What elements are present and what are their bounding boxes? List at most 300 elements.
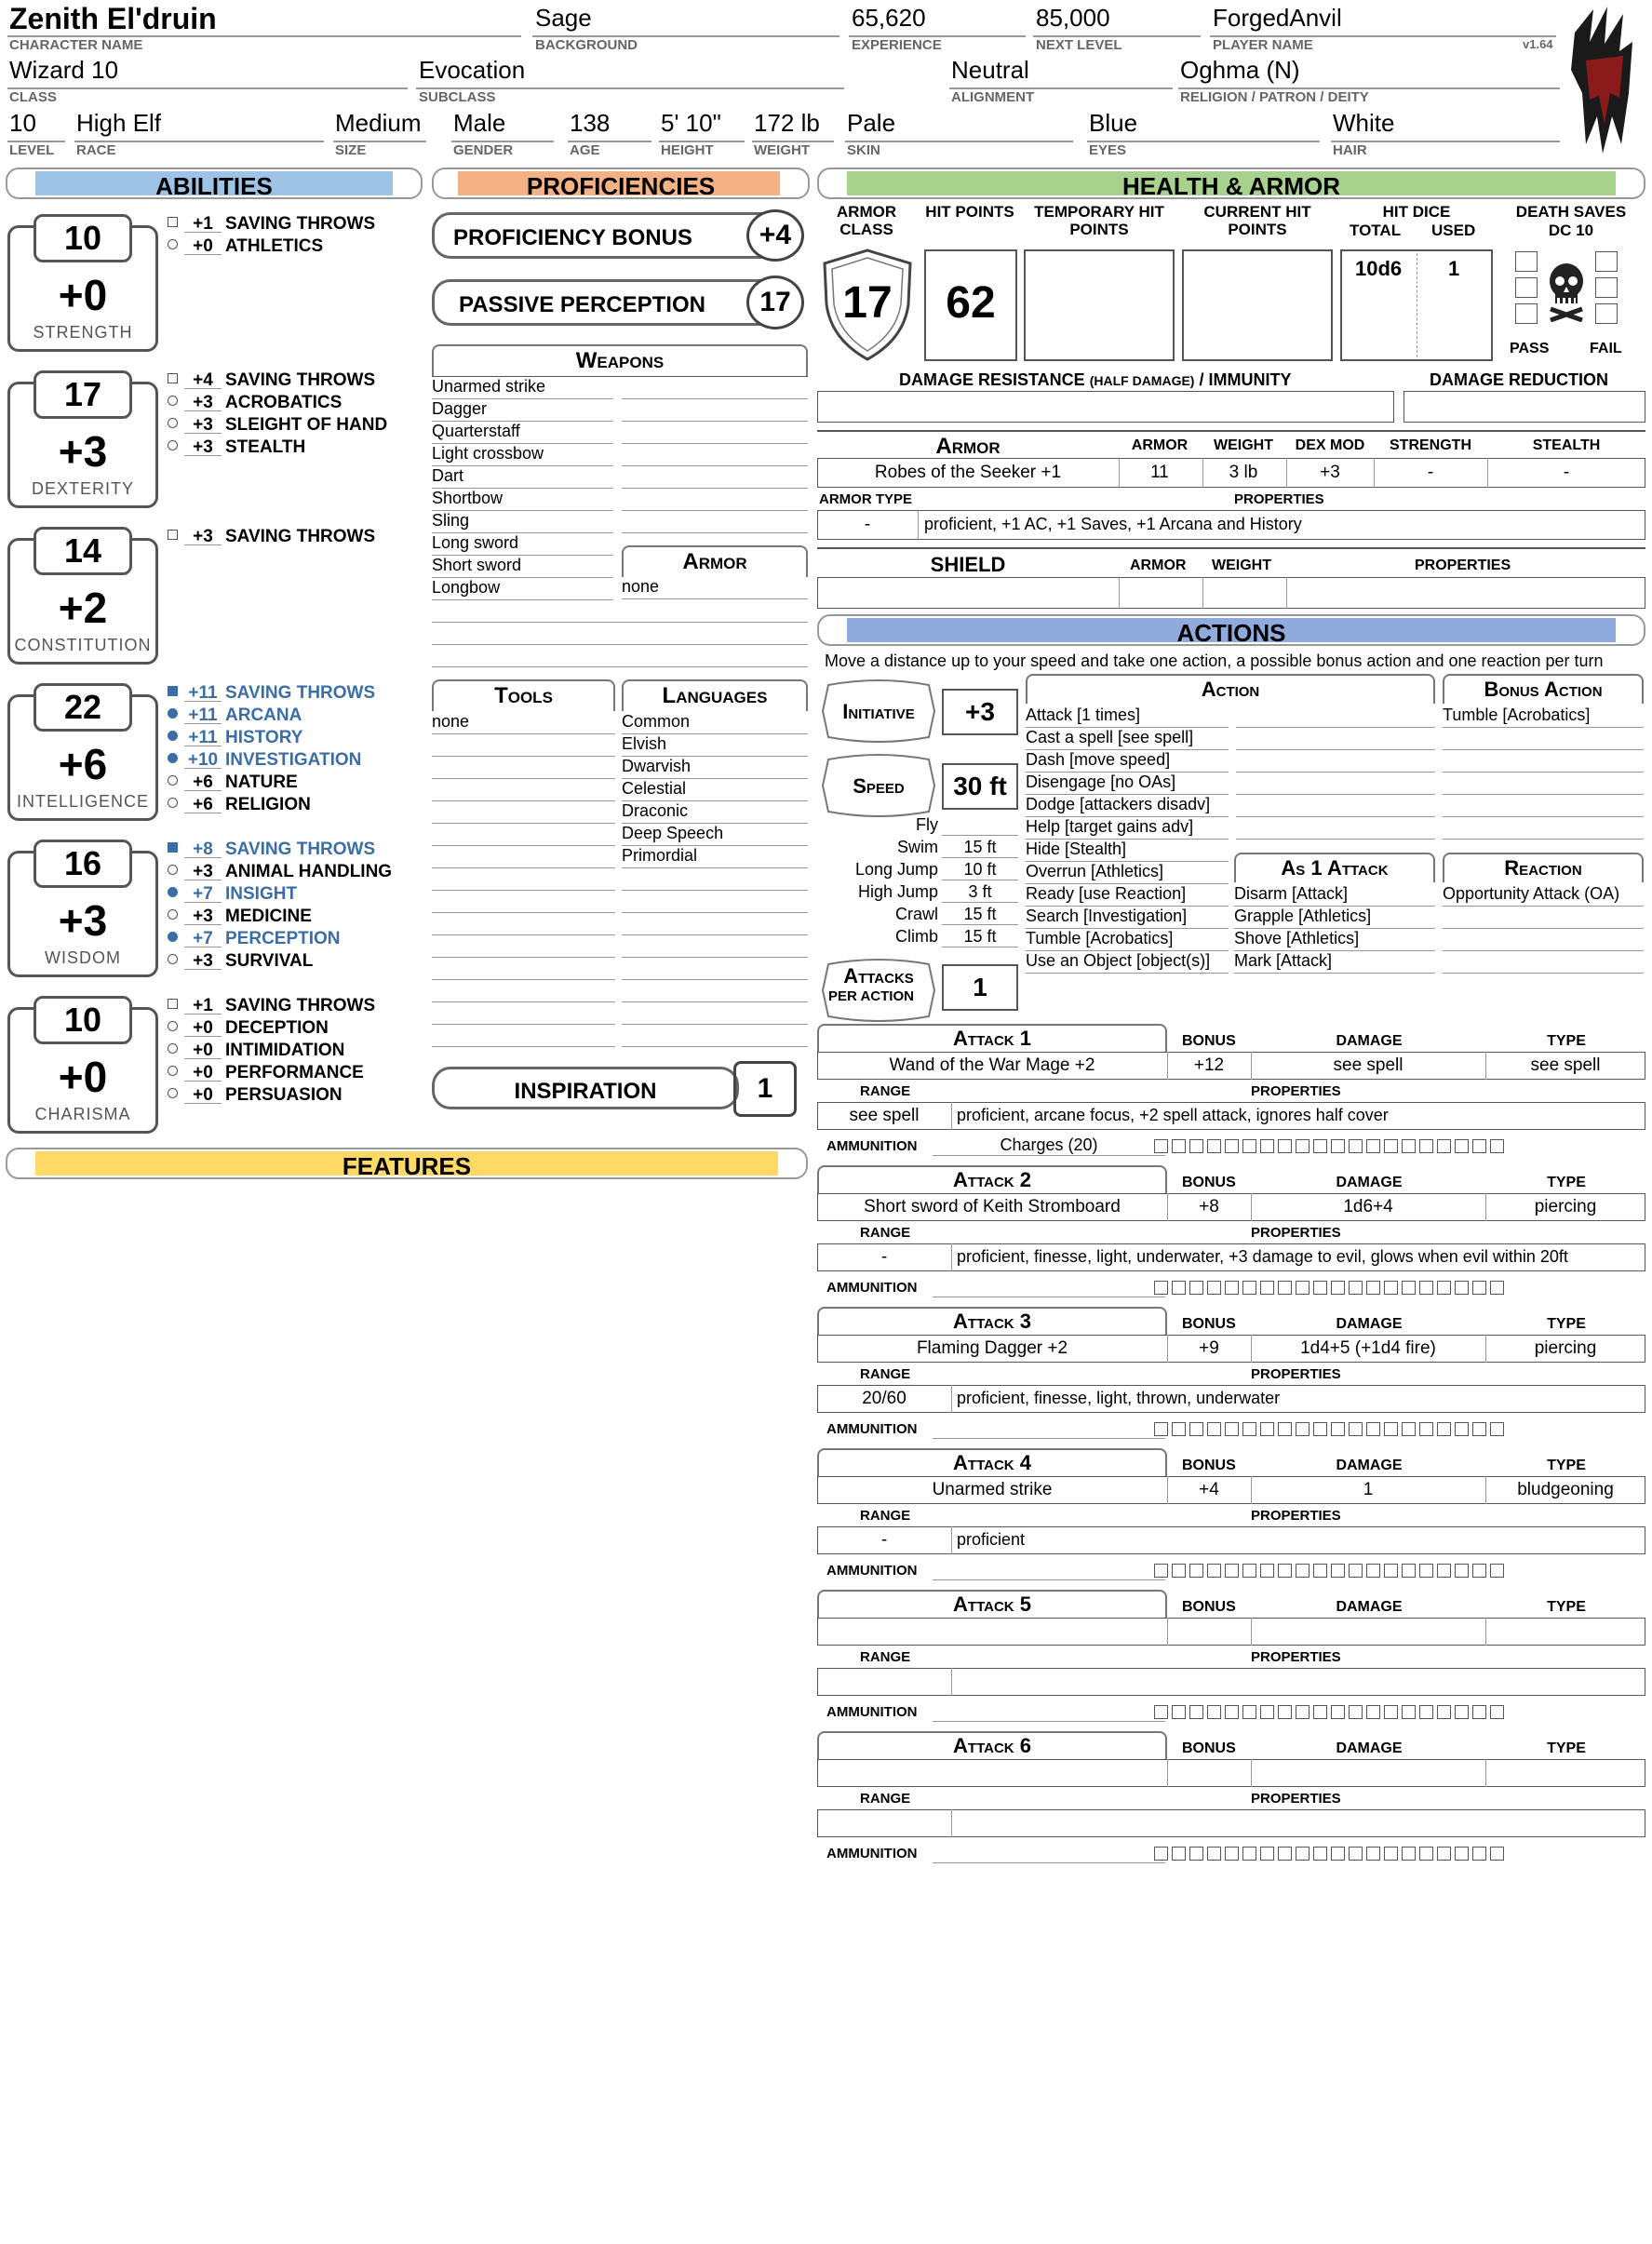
ammo-checkbox[interactable] (1472, 1281, 1486, 1295)
damage-resistance-field[interactable] (817, 391, 1394, 423)
ammo-checkbox[interactable] (1331, 1705, 1345, 1719)
language-item[interactable]: Deep Speech (622, 824, 808, 846)
skill-row[interactable] (168, 1085, 428, 1104)
ammo-checkbox[interactable] (1296, 1705, 1310, 1719)
player-name-value[interactable]: ForgedAnvil (1213, 4, 1342, 32)
ability-score[interactable]: 10 (34, 996, 132, 1044)
tool-item[interactable] (432, 935, 615, 958)
attack-name[interactable]: Flaming Dagger +2 (916, 1338, 1068, 1358)
proficiency-square-icon[interactable] (168, 842, 178, 853)
reaction-item[interactable] (1443, 951, 1644, 974)
ammo-checkbox[interactable] (1154, 1847, 1168, 1861)
ammo-checkbox[interactable] (1402, 1705, 1416, 1719)
action-item[interactable]: Dash [move speed] (1026, 750, 1229, 773)
death-save-fail-1[interactable] (1595, 251, 1618, 272)
blank-line[interactable] (432, 645, 808, 667)
death-save-pass-1[interactable] (1515, 251, 1538, 272)
language-item[interactable] (622, 935, 808, 958)
proficiency-circle-icon[interactable] (168, 887, 178, 897)
ammo-checkbox[interactable] (1189, 1139, 1203, 1153)
class-value[interactable]: Wizard 10 (9, 56, 119, 84)
weapon-item[interactable]: Sling (432, 511, 613, 533)
tool-item[interactable] (432, 801, 615, 824)
ammo-checkbox[interactable] (1278, 1422, 1292, 1436)
ammunition-value[interactable] (933, 1701, 1165, 1722)
skill-row[interactable] (168, 683, 428, 702)
skill-row[interactable] (168, 1018, 428, 1037)
action-item[interactable]: Cast a spell [see spell] (1026, 728, 1229, 750)
bonus-action-item[interactable] (1443, 795, 1644, 817)
inspiration-value[interactable]: 1 (733, 1061, 797, 1117)
skill-row[interactable] (168, 929, 428, 947)
tool-item[interactable] (432, 958, 615, 980)
ammo-checkbox[interactable] (1260, 1139, 1274, 1153)
action-item[interactable]: Dodge [attackers disadv] (1026, 795, 1229, 817)
language-item[interactable]: Celestial (622, 779, 808, 801)
blank-line[interactable] (432, 623, 808, 645)
tool-item[interactable] (432, 846, 615, 868)
ammo-checkbox[interactable] (1331, 1564, 1345, 1578)
skill-row[interactable] (168, 393, 428, 411)
skill-row[interactable] (168, 705, 428, 724)
ammo-checkbox[interactable] (1384, 1422, 1398, 1436)
character-name-value[interactable]: Zenith El'druin (9, 2, 217, 35)
action-item[interactable] (1236, 705, 1435, 728)
ammo-checkbox[interactable] (1242, 1281, 1256, 1295)
language-item[interactable] (622, 1025, 808, 1047)
armor-col-value[interactable]: - (1427, 463, 1434, 482)
ammo-checkbox[interactable] (1242, 1847, 1256, 1861)
ammo-checkbox[interactable] (1349, 1422, 1363, 1436)
tool-item[interactable] (432, 734, 615, 757)
ammo-checkbox[interactable] (1490, 1564, 1504, 1578)
action-item[interactable]: Hide [Stealth] (1026, 840, 1229, 862)
ammo-checkbox[interactable] (1349, 1564, 1363, 1578)
passive-perception-value[interactable]: 17 (746, 275, 804, 329)
skill-row[interactable] (168, 370, 428, 389)
proficiency-circle-icon[interactable] (168, 909, 178, 920)
attack-damage[interactable]: 1 (1363, 1480, 1374, 1499)
current-hp-box[interactable] (1182, 249, 1333, 361)
ability-score[interactable]: 14 (34, 527, 132, 575)
weapon-item[interactable]: Longbow (432, 578, 613, 600)
language-item[interactable]: Primordial (622, 846, 808, 868)
ammo-checkbox[interactable] (1384, 1705, 1398, 1719)
ammo-checkbox[interactable] (1437, 1705, 1451, 1719)
alignment-value[interactable]: Neutral (951, 56, 1029, 84)
skill-row[interactable] (168, 1063, 428, 1082)
attack-bonus[interactable]: +8 (1199, 1197, 1219, 1216)
armor-class-value[interactable]: 17 (842, 278, 893, 328)
ammo-checkbox[interactable] (1154, 1281, 1168, 1295)
ammo-checkbox[interactable] (1402, 1139, 1416, 1153)
action-item[interactable]: Attack [1 times] (1026, 705, 1229, 728)
ammo-checkbox[interactable] (1154, 1139, 1168, 1153)
temp-hp-box[interactable] (1024, 249, 1175, 361)
bonus-action-item[interactable] (1443, 773, 1644, 795)
initiative-value[interactable]: +3 (942, 689, 1018, 735)
ammo-checkbox[interactable] (1172, 1705, 1186, 1719)
ammunition-value[interactable] (933, 1418, 1165, 1439)
ammo-checkbox[interactable] (1189, 1705, 1203, 1719)
weapon-item[interactable]: Light crossbow (432, 444, 613, 466)
proficiency-circle-icon[interactable] (168, 954, 178, 964)
ammo-checkbox[interactable] (1313, 1281, 1327, 1295)
proficiency-circle-icon[interactable] (168, 865, 178, 875)
proficiency-circle-icon[interactable] (168, 1021, 178, 1031)
attack-range[interactable]: 20/60 (862, 1389, 907, 1408)
ammo-checkbox[interactable] (1349, 1705, 1363, 1719)
proficiency-circle-icon[interactable] (168, 1066, 178, 1076)
armor-type-value[interactable]: - (864, 515, 871, 534)
ammo-checkbox[interactable] (1366, 1281, 1380, 1295)
movement-value[interactable]: 15 ft (942, 838, 1018, 858)
armor-item[interactable]: none (622, 577, 808, 599)
ammo-checkbox[interactable] (1455, 1705, 1469, 1719)
armor-col-value[interactable]: 3 lb (1229, 463, 1258, 482)
tool-item[interactable] (432, 779, 615, 801)
ammo-checkbox[interactable] (1402, 1847, 1416, 1861)
proficiency-circle-icon[interactable] (168, 731, 178, 741)
ammo-checkbox[interactable] (1437, 1139, 1451, 1153)
ammo-checkbox[interactable] (1419, 1422, 1433, 1436)
ammo-checkbox[interactable] (1189, 1564, 1203, 1578)
death-save-fail-2[interactable] (1595, 277, 1618, 298)
ammo-checkbox[interactable] (1225, 1564, 1239, 1578)
weapon-item[interactable] (622, 422, 808, 444)
tool-item[interactable] (432, 757, 615, 779)
ammo-checkbox[interactable] (1472, 1847, 1486, 1861)
reaction-item[interactable]: Opportunity Attack (OA) (1443, 884, 1644, 907)
proficiency-circle-icon[interactable] (168, 753, 178, 763)
ammo-checkbox[interactable] (1225, 1139, 1239, 1153)
attack-range[interactable]: see spell (849, 1106, 920, 1125)
height-value[interactable]: 5' 10" (661, 109, 721, 137)
ammo-checkbox[interactable] (1331, 1422, 1345, 1436)
skill-row[interactable] (168, 214, 428, 233)
skill-row[interactable] (168, 795, 428, 813)
weapon-item[interactable]: Dagger (432, 399, 613, 422)
ammo-checkbox[interactable] (1172, 1139, 1186, 1153)
ammo-checkbox[interactable] (1296, 1847, 1310, 1861)
ammo-checkbox[interactable] (1225, 1422, 1239, 1436)
ammo-checkbox[interactable] (1296, 1281, 1310, 1295)
ammo-checkbox[interactable] (1313, 1422, 1327, 1436)
skill-row[interactable] (168, 1041, 428, 1059)
weapon-item[interactable]: Long sword (432, 533, 613, 556)
ammo-checkbox[interactable] (1154, 1705, 1168, 1719)
language-item[interactable] (622, 980, 808, 1002)
experience-value[interactable]: 65,620 (852, 4, 926, 32)
ammo-checkbox[interactable] (1207, 1281, 1221, 1295)
skill-row[interactable] (168, 951, 428, 970)
skill-row[interactable] (168, 236, 428, 255)
skill-row[interactable] (168, 527, 428, 545)
ammo-checkbox[interactable] (1260, 1847, 1274, 1861)
ammo-checkbox[interactable] (1260, 1705, 1274, 1719)
ammo-checkbox[interactable] (1384, 1281, 1398, 1295)
ammo-checkbox[interactable] (1490, 1705, 1504, 1719)
attack-bonus[interactable]: +12 (1193, 1055, 1225, 1075)
ammo-checkbox[interactable] (1472, 1564, 1486, 1578)
level-value[interactable]: 10 (9, 109, 36, 137)
movement-value[interactable]: 15 ft (942, 927, 1018, 947)
ammo-checkbox[interactable] (1313, 1564, 1327, 1578)
ammo-checkbox[interactable] (1366, 1847, 1380, 1861)
as-one-attack-item[interactable]: Shove [Athletics] (1234, 929, 1435, 951)
weapon-item[interactable] (622, 511, 808, 533)
attack-bonus[interactable]: +4 (1199, 1480, 1219, 1499)
skill-row[interactable] (168, 728, 428, 746)
weapon-item[interactable] (622, 399, 808, 422)
ammo-checkbox[interactable] (1207, 1705, 1221, 1719)
ammo-checkbox[interactable] (1437, 1281, 1451, 1295)
ammo-checkbox[interactable] (1472, 1422, 1486, 1436)
movement-value[interactable] (942, 815, 1018, 836)
race-value[interactable]: High Elf (76, 109, 162, 137)
reaction-item[interactable] (1443, 907, 1644, 929)
ammo-checkbox[interactable] (1419, 1281, 1433, 1295)
damage-reduction-field[interactable] (1404, 391, 1645, 423)
attack-properties[interactable]: proficient, arcane focus, +2 spell attack, ignores half cover (957, 1106, 1389, 1124)
ammo-checkbox[interactable] (1490, 1139, 1504, 1153)
action-item[interactable] (1236, 795, 1435, 817)
ammo-checkbox[interactable] (1154, 1422, 1168, 1436)
ammo-checkbox[interactable] (1455, 1564, 1469, 1578)
language-item[interactable]: Common (622, 712, 808, 734)
proficiency-circle-icon[interactable] (168, 1088, 178, 1098)
tool-item[interactable] (432, 913, 615, 935)
proficiency-circle-icon[interactable] (168, 708, 178, 719)
tool-item[interactable] (432, 1025, 615, 1047)
ammo-checkbox[interactable] (1331, 1847, 1345, 1861)
death-save-pass-2[interactable] (1515, 277, 1538, 298)
skill-row[interactable] (168, 437, 428, 456)
proficiency-circle-icon[interactable] (168, 932, 178, 942)
ammo-checkbox[interactable] (1260, 1281, 1274, 1295)
weapon-item[interactable]: Short sword (432, 556, 613, 578)
ability-score[interactable]: 10 (34, 214, 132, 262)
as-one-attack-item[interactable]: Disarm [Attack] (1234, 884, 1435, 907)
ammo-checkbox[interactable] (1172, 1564, 1186, 1578)
ammo-checkbox[interactable] (1225, 1705, 1239, 1719)
skill-row[interactable] (168, 750, 428, 769)
ammo-checkbox[interactable] (1402, 1422, 1416, 1436)
hit-points-value[interactable]: 62 (946, 278, 996, 328)
ammo-checkbox[interactable] (1437, 1847, 1451, 1861)
ability-score[interactable]: 16 (34, 840, 132, 888)
movement-value[interactable]: 3 ft (942, 882, 1018, 903)
ammo-checkbox[interactable] (1296, 1139, 1310, 1153)
ammo-checkbox[interactable] (1349, 1281, 1363, 1295)
ammo-checkbox[interactable] (1242, 1705, 1256, 1719)
ammo-checkbox[interactable] (1437, 1422, 1451, 1436)
ammo-checkbox[interactable] (1242, 1564, 1256, 1578)
attack-properties[interactable]: proficient, finesse, light, thrown, underwater (957, 1389, 1281, 1407)
proficiency-circle-icon[interactable] (168, 239, 178, 249)
armor-properties-value[interactable]: proficient, +1 AC, +1 Saves, +1 Arcana and History (924, 515, 1302, 533)
skill-row[interactable] (168, 840, 428, 858)
blank-line[interactable] (432, 600, 808, 623)
action-item[interactable]: Search [Investigation] (1026, 907, 1229, 929)
ammo-checkbox[interactable] (1366, 1705, 1380, 1719)
tool-item[interactable] (432, 1002, 615, 1025)
ammo-checkbox[interactable] (1331, 1139, 1345, 1153)
proficiency-circle-icon[interactable] (168, 418, 178, 428)
ammo-checkbox[interactable] (1207, 1847, 1221, 1861)
weapon-item[interactable] (622, 377, 808, 399)
ammo-checkbox[interactable] (1402, 1564, 1416, 1578)
proficiency-square-icon[interactable] (168, 999, 178, 1009)
ammo-checkbox[interactable] (1366, 1139, 1380, 1153)
weapon-item[interactable]: Dart (432, 466, 613, 489)
ammo-checkbox[interactable] (1207, 1564, 1221, 1578)
ammo-checkbox[interactable] (1242, 1139, 1256, 1153)
ammo-checkbox[interactable] (1278, 1847, 1292, 1861)
ammo-checkbox[interactable] (1455, 1422, 1469, 1436)
ammo-checkbox[interactable] (1313, 1705, 1327, 1719)
ammo-checkbox[interactable] (1260, 1564, 1274, 1578)
attack-name[interactable]: Short sword of Keith Stromboard (864, 1197, 1121, 1216)
tool-item[interactable]: none (432, 712, 615, 734)
attack-name[interactable]: Wand of the War Mage +2 (889, 1055, 1095, 1075)
eyes-value[interactable]: Blue (1089, 109, 1138, 137)
ammo-checkbox[interactable] (1349, 1139, 1363, 1153)
proficiency-circle-icon[interactable] (168, 440, 178, 450)
attack-damage[interactable]: 1d6+4 (1343, 1197, 1393, 1216)
ammo-checkbox[interactable] (1472, 1139, 1486, 1153)
attacks-per-action-value[interactable]: 1 (942, 964, 1018, 1011)
skill-row[interactable] (168, 415, 428, 434)
hit-dice-used-value[interactable]: 1 (1448, 257, 1460, 280)
action-item[interactable]: Ready [use Reaction] (1026, 884, 1229, 907)
ammo-checkbox[interactable] (1366, 1564, 1380, 1578)
reaction-item[interactable] (1443, 929, 1644, 951)
as-one-attack-item[interactable]: Mark [Attack] (1234, 951, 1435, 974)
skill-row[interactable] (168, 862, 428, 880)
armor-col-value[interactable]: 11 (1150, 463, 1169, 482)
attack-properties[interactable]: proficient, finesse, light, underwater, +3 damage to evil, glows when evil within 20ft (957, 1247, 1568, 1266)
language-item[interactable]: Dwarvish (622, 757, 808, 779)
ammo-checkbox[interactable] (1419, 1847, 1433, 1861)
ability-score[interactable]: 17 (34, 370, 132, 419)
weapon-item[interactable] (622, 466, 808, 489)
movement-value[interactable]: 10 ft (942, 860, 1018, 880)
bonus-action-item[interactable] (1443, 750, 1644, 773)
ammo-checkbox[interactable] (1189, 1281, 1203, 1295)
proficiency-bonus-value[interactable]: +4 (746, 209, 804, 262)
ammo-checkbox[interactable] (1313, 1139, 1327, 1153)
ammo-checkbox[interactable] (1189, 1422, 1203, 1436)
ammo-checkbox[interactable] (1331, 1281, 1345, 1295)
ammo-checkbox[interactable] (1366, 1422, 1380, 1436)
skill-row[interactable] (168, 773, 428, 791)
language-item[interactable]: Draconic (622, 801, 808, 824)
ammunition-value[interactable] (933, 1560, 1165, 1580)
size-value[interactable]: Medium (335, 109, 422, 137)
action-item[interactable]: Overrun [Athletics] (1026, 862, 1229, 884)
background-value[interactable]: Sage (535, 4, 592, 32)
ammo-checkbox[interactable] (1278, 1564, 1292, 1578)
language-item[interactable] (622, 958, 808, 980)
attack-damage[interactable]: 1d4+5 (+1d4 fire) (1300, 1338, 1436, 1358)
ammo-checkbox[interactable] (1472, 1705, 1486, 1719)
attack-damage[interactable]: see spell (1333, 1055, 1404, 1075)
ammo-checkbox[interactable] (1207, 1139, 1221, 1153)
ammo-checkbox[interactable] (1384, 1564, 1398, 1578)
action-item[interactable]: Use an Object [object(s)] (1026, 951, 1229, 974)
death-save-pass-3[interactable] (1515, 303, 1538, 324)
ammunition-value[interactable] (933, 1277, 1165, 1297)
as-one-attack-item[interactable]: Grapple [Athletics] (1234, 907, 1435, 929)
skill-row[interactable] (168, 907, 428, 925)
proficiency-circle-icon[interactable] (168, 396, 178, 406)
weapon-item[interactable] (622, 444, 808, 466)
hair-value[interactable]: White (1333, 109, 1395, 137)
ammo-checkbox[interactable] (1296, 1564, 1310, 1578)
attack-type[interactable]: see spell (1530, 1055, 1601, 1075)
ammo-checkbox[interactable] (1490, 1847, 1504, 1861)
ammo-checkbox[interactable] (1384, 1139, 1398, 1153)
ammo-checkbox[interactable] (1278, 1139, 1292, 1153)
ammunition-value[interactable] (933, 1843, 1165, 1863)
attack-range[interactable]: - (880, 1247, 888, 1267)
attack-bonus[interactable]: +9 (1199, 1338, 1219, 1358)
language-item[interactable] (622, 1002, 808, 1025)
ammo-checkbox[interactable] (1172, 1281, 1186, 1295)
action-item[interactable]: Disengage [no OAs] (1026, 773, 1229, 795)
ammo-checkbox[interactable] (1225, 1281, 1239, 1295)
bonus-action-item[interactable] (1443, 728, 1644, 750)
proficiency-circle-icon[interactable] (168, 775, 178, 786)
attack-type[interactable]: bludgeoning (1517, 1480, 1614, 1499)
ammo-checkbox[interactable] (1384, 1847, 1398, 1861)
gender-value[interactable]: Male (453, 109, 506, 137)
language-item[interactable] (622, 913, 808, 935)
ammo-checkbox[interactable] (1419, 1139, 1433, 1153)
ammo-checkbox[interactable] (1296, 1422, 1310, 1436)
action-item[interactable] (1236, 817, 1435, 840)
ammo-checkbox[interactable] (1455, 1847, 1469, 1861)
subclass-value[interactable]: Evocation (419, 56, 526, 84)
armor-name[interactable]: Robes of the Seeker +1 (874, 463, 1062, 482)
ammo-checkbox[interactable] (1260, 1422, 1274, 1436)
action-item[interactable] (1236, 728, 1435, 750)
ammo-checkbox[interactable] (1419, 1564, 1433, 1578)
proficiency-square-icon[interactable] (168, 373, 178, 383)
deity-value[interactable]: Oghma (N) (1180, 56, 1300, 84)
weapon-item[interactable]: Quarterstaff (432, 422, 613, 444)
bonus-action-item[interactable] (1443, 817, 1644, 840)
bonus-action-item[interactable]: Tumble [Acrobatics] (1443, 705, 1644, 728)
tool-item[interactable] (432, 891, 615, 913)
tool-item[interactable] (432, 980, 615, 1002)
attack-type[interactable]: piercing (1534, 1338, 1597, 1358)
ammo-checkbox[interactable] (1154, 1564, 1168, 1578)
skill-row[interactable] (168, 884, 428, 903)
ammo-checkbox[interactable] (1402, 1281, 1416, 1295)
ammo-checkbox[interactable] (1189, 1847, 1203, 1861)
ammo-checkbox[interactable] (1172, 1422, 1186, 1436)
ammo-checkbox[interactable] (1349, 1847, 1363, 1861)
ammo-checkbox[interactable] (1278, 1281, 1292, 1295)
proficiency-square-icon[interactable] (168, 530, 178, 540)
age-value[interactable]: 138 (570, 109, 611, 137)
ammo-checkbox[interactable] (1225, 1847, 1239, 1861)
next-level-value[interactable]: 85,000 (1036, 4, 1110, 32)
ammo-checkbox[interactable] (1419, 1705, 1433, 1719)
ammo-checkbox[interactable] (1313, 1847, 1327, 1861)
